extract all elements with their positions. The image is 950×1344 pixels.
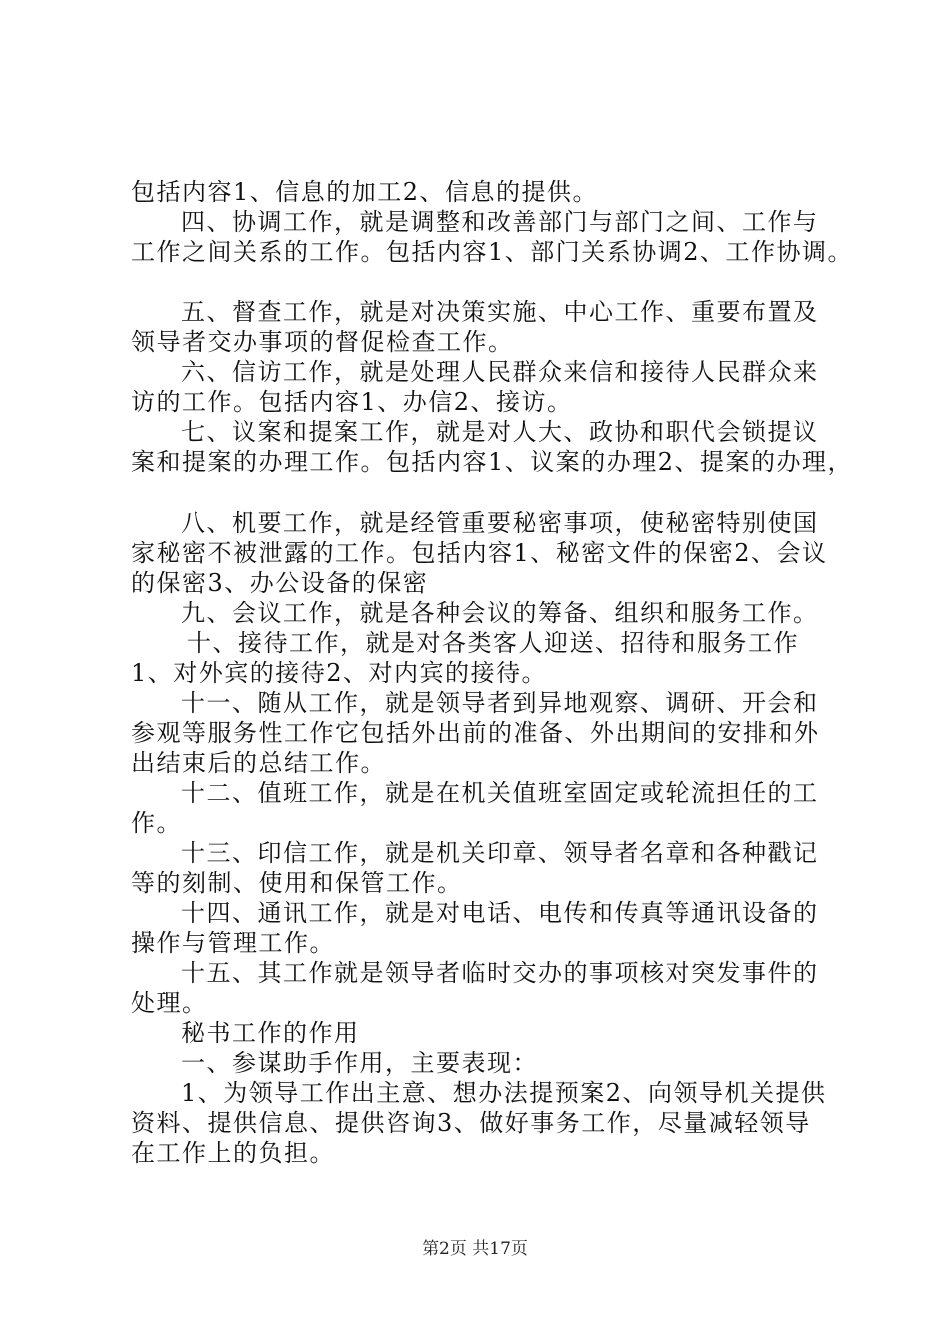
paragraph-line: 十四、通讯工作，就是对电话、电传和传真等通讯设备的: [181, 899, 819, 927]
paragraph-line: 九、会议工作，就是各种会议的筹备、组织和服务工作。: [181, 599, 819, 627]
text-line: 访的工作。包括内容1、办信2、接访。: [131, 388, 573, 416]
paragraph-line: 十五、其工作就是领导者临时交办的事项核对突发事件的: [181, 959, 819, 987]
text-line: 资料、提供信息、提供咨询3、做好事务工作，尽量减轻领导: [131, 1109, 811, 1137]
paragraph-line: 十、接待工作，就是对各类客人迎送、招待和服务工作: [187, 629, 799, 657]
section-heading: 秘书工作的作用: [181, 1019, 360, 1047]
text-line: 在工作上的负担。: [131, 1139, 335, 1167]
text-line: 案和提案的办理工作。包括内容1、议案的办理2、提案的办理，: [131, 448, 854, 476]
paragraph-line: 一、参谋助手作用，主要表现：: [181, 1049, 538, 1077]
text-line: 参观等服务性工作它包括外出前的准备、外出期间的安排和外: [131, 719, 820, 747]
text-line: 操作与管理工作。: [131, 929, 335, 957]
text-line: 的保密3、办公设备的保密: [131, 569, 429, 597]
text-line: 1、对外宾的接待2、对内宾的接待。: [131, 659, 548, 687]
paragraph-line: 五、督查工作，就是对决策实施、中心工作、重要布置及: [181, 298, 819, 326]
paragraph-line: 十二、值班工作，就是在机关值班室固定或轮流担任的工: [181, 779, 819, 807]
text-line: 家秘密不被泄露的工作。包括内容1、秘密文件的保密2、会议: [131, 539, 828, 567]
paragraph-line: 1、为领导工作出主意、想办法提预案2、向领导机关提供: [181, 1079, 827, 1107]
paragraph-line: 四、协调工作，就是调整和改善部门与部门之间、工作与: [181, 208, 819, 236]
paragraph-line: 六、信访工作，就是处理人民群众来信和接待人民群众来: [181, 358, 819, 386]
text-line: 作。: [131, 809, 182, 837]
paragraph-line: 十三、印信工作，就是机关印章、领导者名章和各种戳记: [181, 839, 819, 867]
text-line: 包括内容1、信息的加工2、信息的提供。: [131, 178, 599, 206]
text-line: 等的刻制、使用和保管工作。: [131, 869, 463, 897]
paragraph-line: 八、机要工作，就是经管重要秘密事项，使秘密特别使国: [181, 509, 819, 537]
text-line: 出结束后的总结工作。: [131, 749, 386, 777]
page-number-footer: 第2页 共17页: [422, 1239, 528, 1259]
paragraph-line: 十一、随从工作，就是领导者到异地观察、调研、开会和: [181, 689, 819, 717]
paragraph-line: 七、议案和提案工作，就是对人大、政协和职代会锁提议: [181, 418, 819, 446]
text-line: 领导者交办事项的督促检查工作。: [131, 328, 514, 356]
text-line: 工作之间关系的工作。包括内容1、部门关系协调2、工作协调。: [131, 238, 854, 266]
text-line: 处理。: [131, 989, 208, 1017]
